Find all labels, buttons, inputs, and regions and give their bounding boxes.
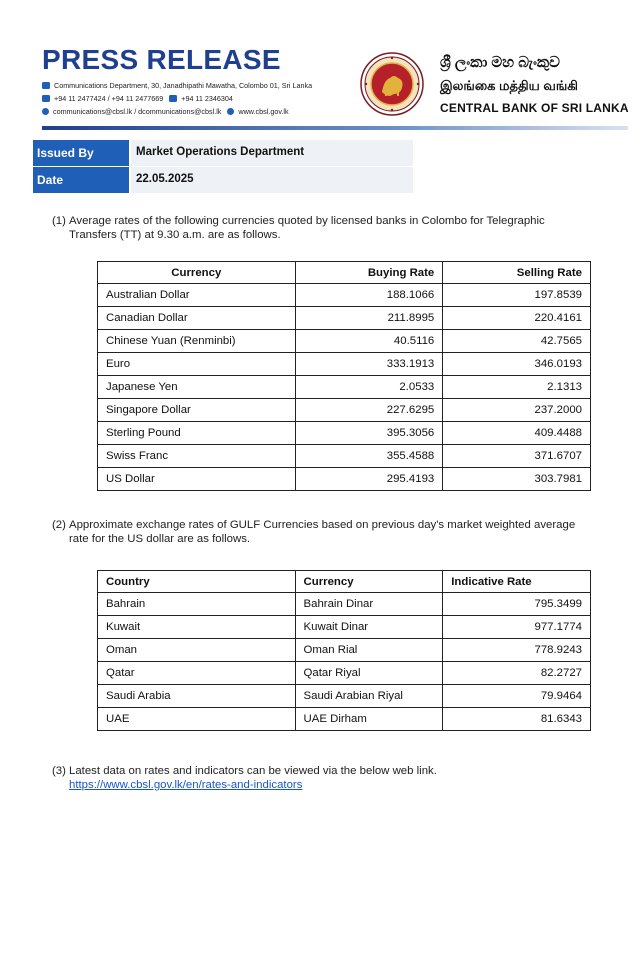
section-3-text: Latest data on rates and indicators can be viewed via the below web link. — [69, 765, 437, 777]
tt-rates-header-row — [98, 262, 591, 284]
currency-cell: Singapore Dollar — [98, 399, 296, 422]
table-row — [98, 353, 591, 376]
press-release-title: PRESS RELEASE — [42, 44, 281, 75]
table-row — [98, 708, 591, 731]
currency-cell: Japanese Yen — [98, 376, 296, 399]
header-divider — [42, 126, 628, 130]
currency-cell: Sterling Pound — [98, 422, 296, 445]
issued-by-value: Market Operations Department — [131, 140, 413, 166]
date-label: Date — [33, 167, 129, 193]
buying-rate-cell: 333.1913 — [295, 353, 443, 376]
issued-by-label: Issued By — [33, 140, 129, 166]
buying-rate-cell: 395.3056 — [295, 422, 443, 445]
country-cell: UAE — [98, 708, 296, 731]
table-row — [98, 307, 591, 330]
currency-cell: Chinese Yuan (Renminbi) — [98, 330, 296, 353]
indicative-rate-cell: 795.3499 — [443, 593, 591, 616]
section-1-number: (1) — [52, 215, 66, 227]
email-line — [42, 107, 289, 117]
currency-cell: Canadian Dollar — [98, 307, 296, 330]
table-row — [98, 593, 591, 616]
currency-cell: US Dollar — [98, 468, 296, 491]
indicative-rate-cell: 79.9464 — [443, 685, 591, 708]
release-info-table — [33, 140, 413, 194]
mail-icon — [42, 82, 50, 89]
phone-icon — [42, 95, 50, 102]
date-value: 22.05.2025 — [131, 167, 413, 193]
currency-cell: Saudi Arabian Riyal — [295, 685, 443, 708]
table-row — [98, 685, 591, 708]
buying-rate-cell: 2.0533 — [295, 376, 443, 399]
header-country: Country — [98, 571, 296, 593]
at-icon — [42, 108, 49, 115]
section-2-text-line2: rate for the US dollar are as follows. — [69, 533, 251, 545]
selling-rate-cell: 220.4161 — [443, 307, 591, 330]
country-cell: Bahrain — [98, 593, 296, 616]
address-line — [42, 81, 312, 91]
table-row — [98, 445, 591, 468]
selling-rate-cell: 409.4488 — [443, 422, 591, 445]
selling-rate-cell: 346.0193 — [443, 353, 591, 376]
fax-icon — [169, 95, 177, 102]
section-1-text-line1: Average rates of the following currencies quoted by licensed banks in Colombo for Telegraphic — [69, 215, 545, 227]
section-2-text-line1: Approximate exchange rates of GULF Currencies based on previous day's market weighted average — [69, 519, 576, 531]
table-row — [98, 468, 591, 491]
currency-cell: Swiss Franc — [98, 445, 296, 468]
table-row — [98, 284, 591, 307]
country-cell: Oman — [98, 639, 296, 662]
section-2-number: (2) — [52, 519, 66, 531]
table-row — [98, 399, 591, 422]
header-selling-rate: Selling Rate — [443, 262, 591, 284]
section-1-text-line2: Transfers (TT) at 9.30 a.m. are as follows. — [69, 229, 281, 241]
header-currency: Currency — [98, 262, 296, 284]
issued-by-row — [33, 140, 413, 166]
buying-rate-cell: 355.4588 — [295, 445, 443, 468]
bank-name-english: CENTRAL BANK OF SRI LANKA — [440, 101, 629, 115]
buying-rate-cell: 188.1066 — [295, 284, 443, 307]
currency-cell: Kuwait Dinar — [295, 616, 443, 639]
section-2-paragraph — [52, 518, 620, 546]
tt-rates-table — [97, 261, 591, 491]
selling-rate-cell: 303.7981 — [443, 468, 591, 491]
table-row — [98, 639, 591, 662]
table-row — [98, 662, 591, 685]
gulf-rates-header-row — [98, 571, 591, 593]
header-buying-rate: Buying Rate — [295, 262, 443, 284]
table-row — [98, 616, 591, 639]
selling-rate-cell: 42.7565 — [443, 330, 591, 353]
email-text: communications@cbsl.lk / dcommunications@cbsl.lk — [53, 107, 222, 116]
buying-rate-cell: 211.8995 — [295, 307, 443, 330]
currency-cell: Qatar Riyal — [295, 662, 443, 685]
selling-rate-cell: 2.1313 — [443, 376, 591, 399]
country-cell: Qatar — [98, 662, 296, 685]
date-row — [33, 167, 413, 193]
header-indicative-rate: Indicative Rate — [443, 571, 591, 593]
buying-rate-cell: 40.5116 — [295, 330, 443, 353]
currency-cell: Oman Rial — [295, 639, 443, 662]
rates-indicators-link[interactable]: https://www.cbsl.gov.lk/en/rates-and-indicators — [69, 779, 303, 791]
phone-line — [42, 94, 233, 104]
central-bank-seal-logo — [360, 52, 424, 116]
indicative-rate-cell: 778.9243 — [443, 639, 591, 662]
fax-text: +94 11 2346304 — [181, 94, 233, 103]
website-text: www.cbsl.gov.lk — [238, 107, 289, 116]
section-3-paragraph — [52, 764, 620, 792]
gulf-rates-table — [97, 570, 591, 731]
bank-name-sinhala: ශ්‍රී ලංකා මහ බැංකුව — [440, 54, 560, 71]
currency-cell: Australian Dollar — [98, 284, 296, 307]
address-text: Communications Department, 30, Janadhipathi Mawatha, Colombo 01, Sri Lanka — [54, 81, 313, 90]
selling-rate-cell: 197.8539 — [443, 284, 591, 307]
table-row — [98, 330, 591, 353]
currency-cell: UAE Dirham — [295, 708, 443, 731]
buying-rate-cell: 295.4193 — [295, 468, 443, 491]
phone-text: +94 11 2477424 / +94 11 2477669 — [54, 94, 164, 103]
indicative-rate-cell: 977.1774 — [443, 616, 591, 639]
currency-cell: Euro — [98, 353, 296, 376]
section-3-number: (3) — [52, 765, 66, 777]
currency-cell: Bahrain Dinar — [295, 593, 443, 616]
indicative-rate-cell: 81.6343 — [443, 708, 591, 731]
table-row — [98, 376, 591, 399]
bank-name-tamil: இலங்கை மத்திய வங்கி — [440, 78, 578, 93]
indicative-rate-cell: 82.2727 — [443, 662, 591, 685]
country-cell: Kuwait — [98, 616, 296, 639]
header-currency: Currency — [295, 571, 443, 593]
globe-icon — [227, 108, 234, 115]
table-row — [98, 422, 591, 445]
section-1-paragraph — [52, 214, 620, 242]
selling-rate-cell: 371.6707 — [443, 445, 591, 468]
buying-rate-cell: 227.6295 — [295, 399, 443, 422]
country-cell: Saudi Arabia — [98, 685, 296, 708]
selling-rate-cell: 237.2000 — [443, 399, 591, 422]
